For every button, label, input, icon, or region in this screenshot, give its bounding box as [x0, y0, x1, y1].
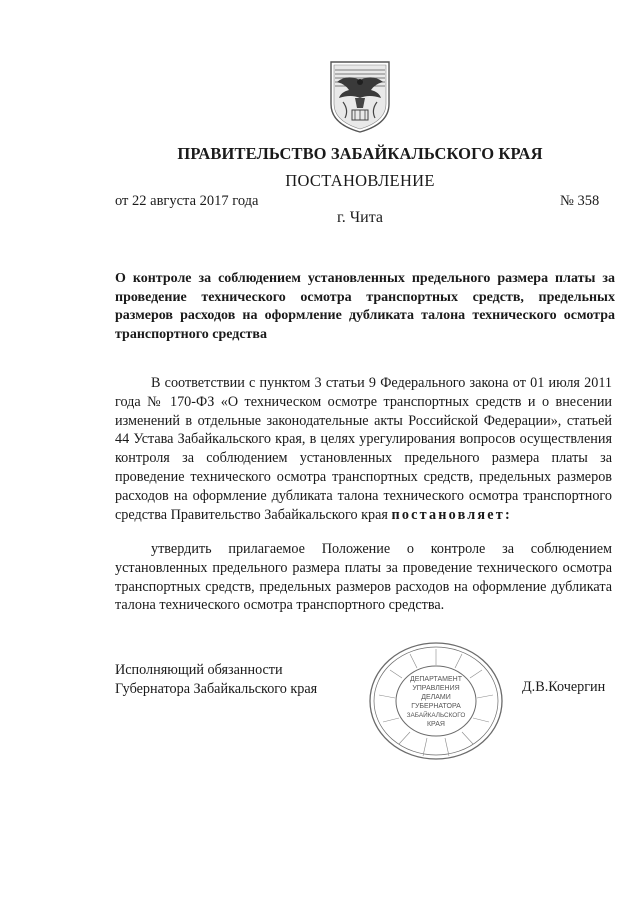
- document-date: от 22 августа 2017 года: [115, 193, 259, 209]
- preamble-text: В соответствии с пунктом 3 статьи 9 Федерального закона от 01 июля 2011 года № 170-ФЗ «О техническом осмотре транспортных средств и о внесении изменений в отдельные законодательные акты Российской Федерации», статьей 44 Устава Забайкальского края, в целях урегулирования вопросов осуществления контроля за соблюдением установленных предельного размера платы за проведение технического осмотра транспортных средств, предельных размеров расходов на оформление дубликата талона технического осмотра транспортного средства Правительство Забайкальского края: [115, 375, 612, 523]
- stamp-line: ГУБЕРНАТОРА: [411, 703, 461, 710]
- document-type: ПОСТАНОВЛЕНИЕ: [285, 171, 435, 190]
- document-subject: О контроле за соблюдением установленных предельного размера платы за проведение технического осмотра транспортных средств, предельных размеров расходов на оформление дубликата талона технического осмотра транспортного средства: [115, 271, 615, 343]
- decree-word: постановляет:: [391, 506, 512, 523]
- stamp-line: ДЕПАРТАМЕНТ: [409, 676, 463, 683]
- stamp-line: ЗАБАЙКАЛЬСКОГО: [406, 712, 466, 719]
- stamp-line: КРАЯ: [426, 721, 446, 728]
- official-stamp: [367, 640, 505, 762]
- stamp-line: ДЕЛАМИ: [421, 694, 451, 701]
- signatory-position-line1: Исполняющий обязанности: [115, 662, 283, 678]
- government-title: ПРАВИТЕЛЬСТВО ЗАБАЙКАЛЬСКОГО КРАЯ: [177, 144, 543, 163]
- signatory-name: Д.В.Кочергин: [522, 679, 606, 695]
- resolution-paragraph: утвердить прилагаемое Положение о контроле за соблюдением установленных предельного размера платы за проведение технического осмотра транспортных средств, предельных размеров расходов на оформление дубликата талона технического осмотра транспортного средства.: [115, 541, 612, 614]
- signatory-position-line2: Губернатора Забайкальского края: [115, 681, 318, 697]
- coat-of-arms-emblem: [325, 58, 395, 134]
- signatory-position: [115, 661, 317, 699]
- document-number: № 358: [560, 193, 600, 209]
- city-name: г. Чита: [336, 209, 383, 226]
- preamble-paragraph: [115, 374, 612, 524]
- stamp-line: УПРАВЛЕНИЯ: [412, 685, 460, 692]
